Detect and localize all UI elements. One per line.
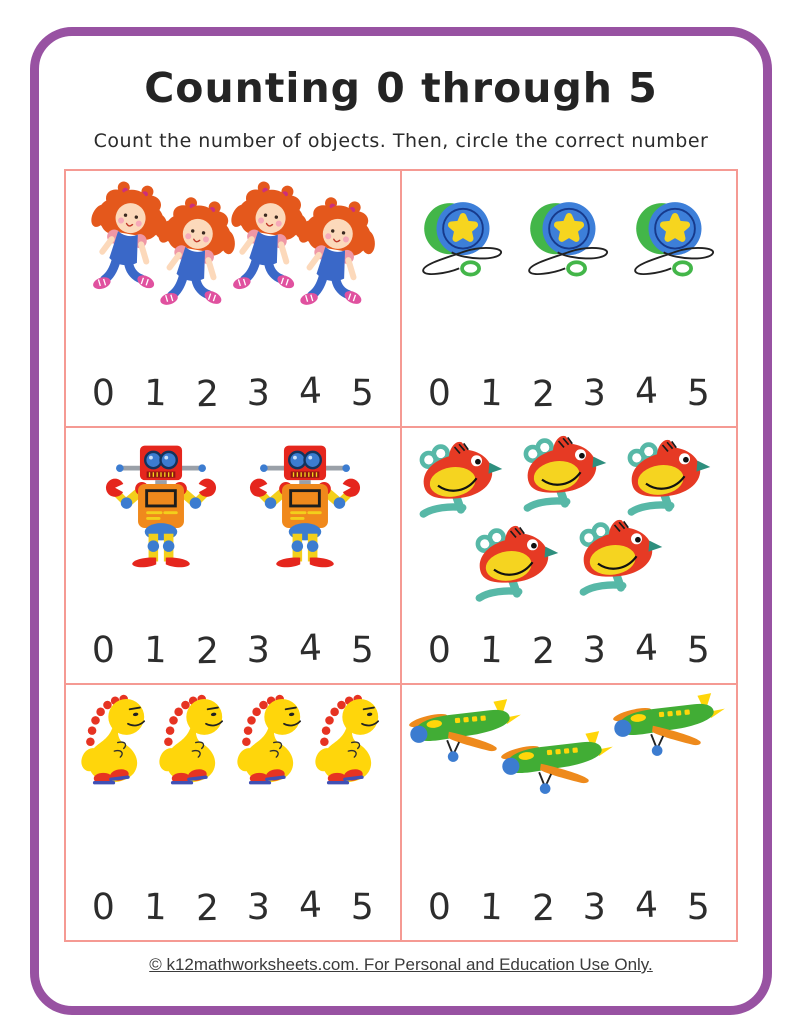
cell-yoyos bbox=[401, 170, 737, 427]
bird-icon bbox=[514, 430, 614, 520]
number-option-1[interactable]: 1 bbox=[479, 372, 504, 415]
dinosaur-icon bbox=[75, 693, 157, 787]
robots-art bbox=[66, 428, 400, 633]
counting-grid bbox=[64, 169, 738, 942]
number-choices bbox=[66, 884, 400, 930]
number-option-5[interactable]: 5 bbox=[686, 372, 711, 415]
number-option-4[interactable]: 4 bbox=[298, 884, 324, 927]
number-option-0[interactable]: 0 bbox=[91, 372, 116, 415]
bird-icon bbox=[570, 514, 670, 604]
yoyo-icon bbox=[622, 197, 728, 283]
number-option-1[interactable]: 1 bbox=[143, 372, 168, 415]
instructions-text: Count the number of objects. Then, circle the correct number bbox=[93, 130, 709, 152]
number-option-5[interactable]: 5 bbox=[686, 886, 711, 929]
number-option-3[interactable]: 3 bbox=[582, 629, 608, 672]
birds-art bbox=[402, 428, 736, 633]
number-option-5[interactable]: 5 bbox=[350, 629, 375, 672]
cell-robots bbox=[65, 427, 401, 684]
bird-icon bbox=[466, 520, 566, 610]
number-choices bbox=[402, 627, 736, 673]
number-option-3[interactable]: 3 bbox=[246, 372, 272, 415]
dinosaur-icon bbox=[309, 693, 391, 787]
number-option-5[interactable]: 5 bbox=[686, 629, 711, 672]
page-title: Counting 0 through 5 bbox=[144, 64, 658, 112]
number-choices bbox=[66, 627, 400, 673]
number-option-3[interactable]: 3 bbox=[246, 629, 272, 672]
number-option-2[interactable]: 2 bbox=[195, 887, 219, 930]
number-option-2[interactable]: 2 bbox=[531, 630, 555, 673]
number-option-4[interactable]: 4 bbox=[634, 627, 660, 670]
airplane-icon bbox=[498, 729, 618, 807]
cell-dinosaurs bbox=[65, 684, 401, 941]
number-option-0[interactable]: 0 bbox=[91, 629, 116, 672]
airplanes-art bbox=[402, 685, 736, 890]
yoyo-icon bbox=[516, 197, 622, 283]
number-choices bbox=[66, 370, 400, 416]
number-option-1[interactable]: 1 bbox=[143, 629, 168, 672]
number-option-0[interactable]: 0 bbox=[427, 886, 452, 929]
cell-airplanes bbox=[401, 684, 737, 941]
cell-dolls bbox=[65, 170, 401, 427]
number-option-3[interactable]: 3 bbox=[246, 886, 272, 929]
copyright-link[interactable]: © k12mathworksheets.com. For Personal and Education Use Only. bbox=[149, 955, 653, 974]
number-option-0[interactable]: 0 bbox=[427, 372, 452, 415]
number-option-4[interactable]: 4 bbox=[634, 370, 660, 413]
number-option-2[interactable]: 2 bbox=[195, 373, 219, 416]
number-option-2[interactable]: 2 bbox=[531, 887, 555, 930]
robot-icon bbox=[103, 438, 219, 572]
number-option-1[interactable]: 1 bbox=[479, 629, 504, 672]
number-option-1[interactable]: 1 bbox=[143, 886, 168, 929]
number-option-4[interactable]: 4 bbox=[298, 627, 324, 670]
robot-icon bbox=[247, 438, 363, 572]
footer bbox=[39, 955, 763, 975]
yoyos-art bbox=[402, 171, 736, 376]
worksheet-page bbox=[30, 27, 772, 1015]
number-option-5[interactable]: 5 bbox=[350, 372, 375, 415]
number-option-5[interactable]: 5 bbox=[350, 886, 375, 929]
number-option-3[interactable]: 3 bbox=[582, 372, 608, 415]
bird-icon bbox=[618, 434, 718, 524]
number-option-1[interactable]: 1 bbox=[479, 886, 504, 929]
number-choices bbox=[402, 884, 736, 930]
number-option-2[interactable]: 2 bbox=[195, 630, 219, 673]
yoyo-icon bbox=[410, 197, 516, 283]
dinosaurs-art bbox=[66, 685, 400, 890]
number-option-0[interactable]: 0 bbox=[427, 629, 452, 672]
cell-birds bbox=[401, 427, 737, 684]
airplane-icon bbox=[610, 691, 730, 769]
number-choices bbox=[402, 370, 736, 416]
number-option-4[interactable]: 4 bbox=[634, 884, 660, 927]
number-option-3[interactable]: 3 bbox=[582, 886, 608, 929]
dinosaur-icon bbox=[231, 693, 313, 787]
number-option-4[interactable]: 4 bbox=[298, 370, 324, 413]
dolls-art bbox=[66, 171, 400, 376]
dinosaur-icon bbox=[153, 693, 235, 787]
number-option-2[interactable]: 2 bbox=[531, 373, 555, 416]
bird-icon bbox=[410, 436, 510, 526]
number-option-0[interactable]: 0 bbox=[91, 886, 116, 929]
